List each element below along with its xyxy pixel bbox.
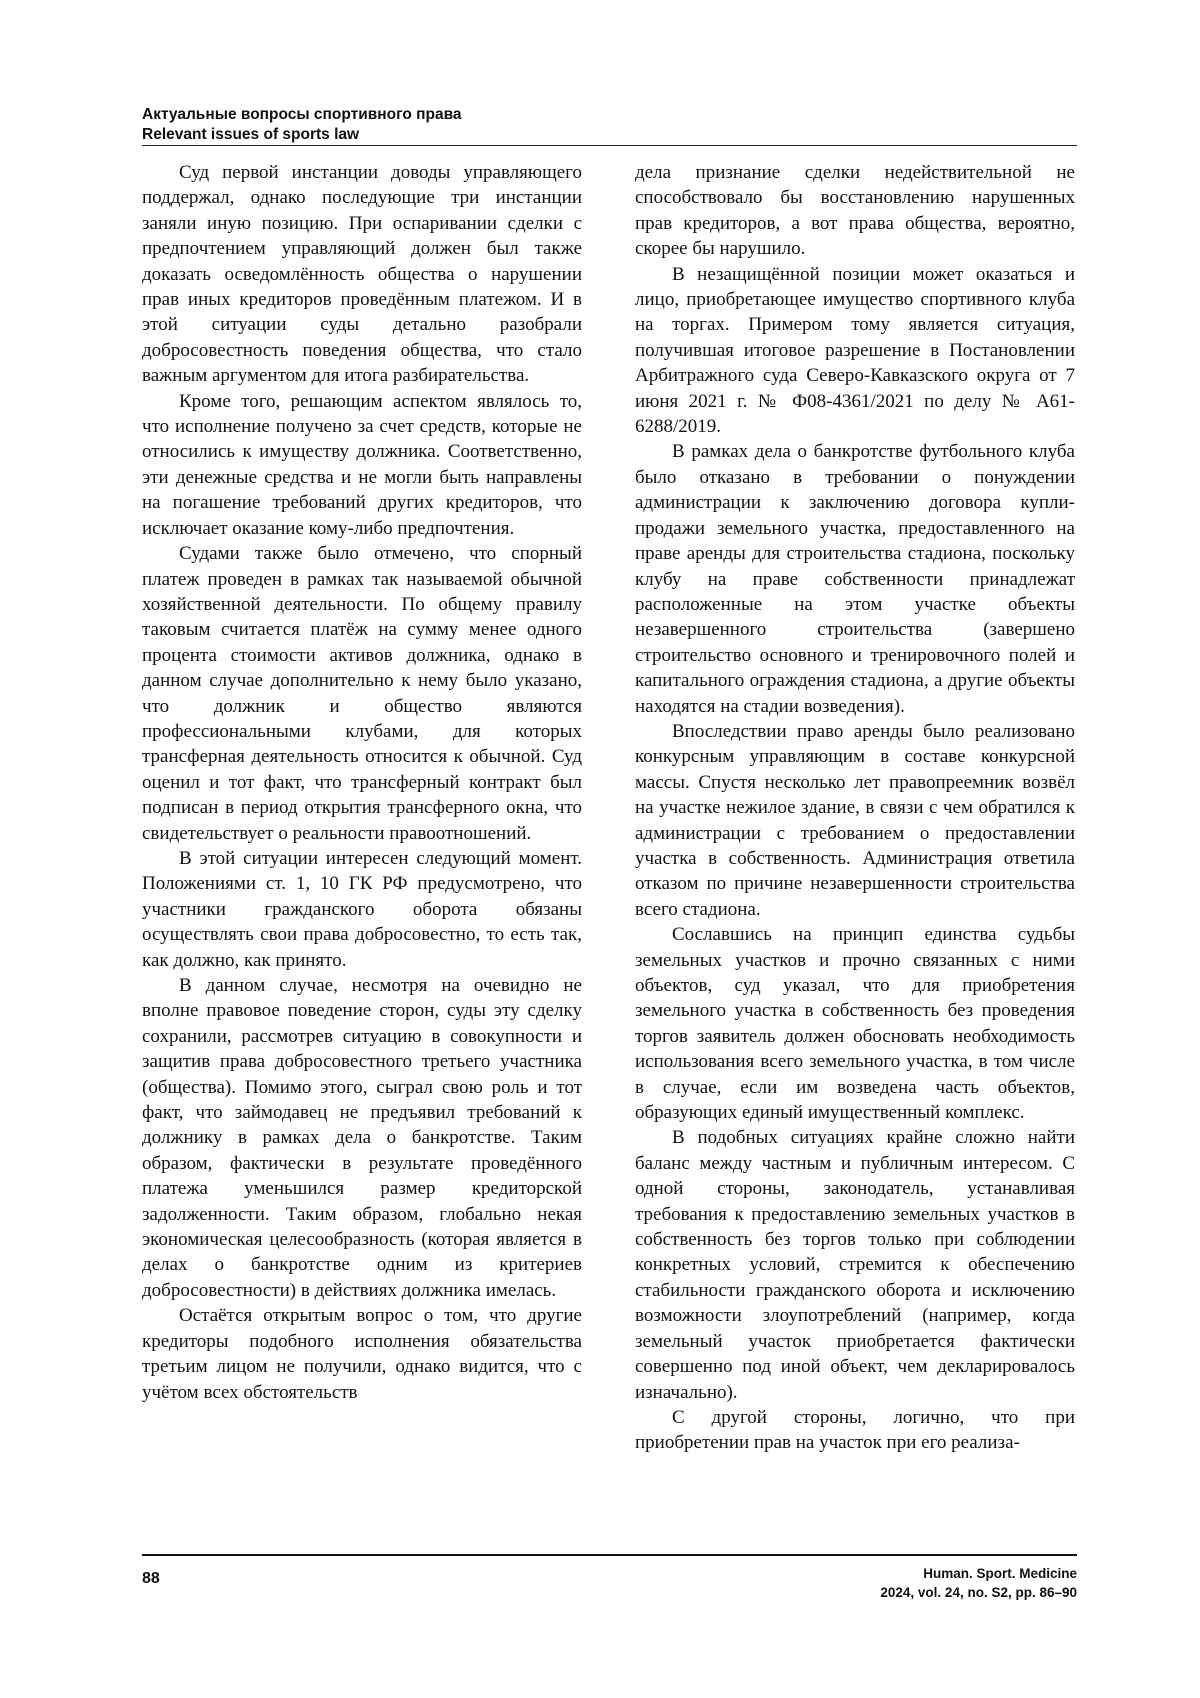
paragraph: В подобных ситуациях крайне сложно найти баланс между частным и публичным интересом. С одной стороны, законодатель, устанавливая требования к предоставлению земельных участков в собственность без торгов только при соблюдении конкретных условий, стремится к обеспечению стабильности гражданского оборота и исключению возможности злоупотреблений (например, когда земельный участок приобретается фактически совершенно под иной объект, чем декларировалось изначально). [635, 1127, 1075, 1403]
right-column [635, 160, 1075, 1456]
paragraph: Кроме того, решающим аспектом являлось то, что исполнение получено за счет средств, которые не относились к имуществу должника. Соответственно, эти денежные средства и не могли быть направлены на погашение требований других кредиторов, что исключает оказание кому-либо предпочтения. [142, 390, 582, 539]
footer-divider [142, 1554, 1077, 1556]
issue-citation: 2024, vol. 24, no. S2, pp. 86–90 [880, 1585, 1077, 1600]
paragraph: С другой стороны, логично, что при приобретении прав на участок при его реализа- [635, 1406, 1075, 1454]
paragraph: Суд первой инстанции доводы управляющего поддержал, однако последующие три инстанции заняли иную позицию. При оспаривании сделки с предпочтением управляющий должен был также доказать осведомлённость общества о нарушении прав иных кредиторов проведённым платежом. И в этой ситуации суды детально разобрали добросовестность поведения общества, что стало важным аргументом для итога разбирательства. [142, 162, 582, 387]
paragraph-continuation: дела признание сделки недействительной не способствовало бы восстановлению нарушенных прав кредиторов, а вот права общества, вероятно, скорее бы нарушило. [635, 162, 1075, 260]
left-column [142, 160, 582, 1405]
page-number: 88 [142, 1570, 160, 1587]
section-title-en: Relevant issues of sports law [142, 126, 360, 143]
paragraph: Судами также было отмечено, что спорный платеж проведен в рамках так называемой обычной хозяйственной деятельности. По общему правилу таковым считается платёж на сумму менее одного процента стоимости активов должника, однако в данном случае дополнительно к нему было указано, что должник и общество являются профессиональными клубами, для которых трансферная деятельность относится к обычной. Суд оценил и тот факт, что трансферный контракт был подписан в период открытия трансферного окна, что свидетельствует о реальности правоотношений. [142, 543, 582, 844]
paragraph: В рамках дела о банкротстве футбольного клуба было отказано в требовании о понуждении администрации к заключению договора купли-продажи земельного участка, предоставленного на праве аренды для строительства стадиона, поскольку клубу на праве собственности принадлежат расположенные на этом участке объекты незавершенного строительства (завершено строительство основного и тренировочного полей и капитального ограждения стадиона, а другие объекты находятся на стадии возведения). [635, 441, 1075, 717]
running-header [142, 105, 1077, 145]
paragraph: Впоследствии право аренды было реализовано конкурсным управляющим в составе конкурсной массы. Спустя несколько лет правопреемник возвёл на участке нежилое здание, в связи с чем обратился к администрации с требованием о предоставлении участка в собственность. Администрация ответила отказом по причине незавершенности строительства всего стадиона. [635, 720, 1075, 920]
paragraph: В данном случае, несмотря на очевидно не вполне правовое поведение сторон, суды эту сделку сохранили, рассмотрев ситуацию в совокупности и защитив права добросовестного третьего участника (общества). Помимо этого, сыграл свою роль и тот факт, что займодавец не предъявил требований к должнику в рамках дела о банкротстве. Таким образом, фактически в результате проведённого платежа уменьшился размер кредиторской задолженности. Таким образом, глобально некая экономическая целесообразность (которая является в делах о банкротстве одним из критериев добросовестности) в действиях должника имелась. [142, 975, 582, 1301]
paragraph: Сославшись на принцип единства судьбы земельных участков и прочно связанных с ними объектов, суд указал, что для приобретения земельного участка в собственность без проведения торгов заявитель должен обосновать необходимость использования всего земельного участка, в том числе в случае, если им возведена часть объектов, образующих единый имущественный комплекс. [635, 924, 1075, 1124]
header-divider [142, 145, 1077, 146]
paragraph: Остаётся открытым вопрос о том, что другие кредиторы подобного исполнения обязательства третьим лицом не получили, однако видится, что с учётом всех обстоятельств [142, 1305, 582, 1403]
journal-title: Human. Sport. Medicine [923, 1566, 1077, 1581]
journal-citation [880, 1564, 1077, 1602]
paragraph: В незащищённой позиции может оказаться и лицо, приобретающее имущество спортивного клуба на торгах. Примером тому является ситуация, получившая итоговое разрешение в Постановлении Арбитражного суда Северо-Кавказского округа от 7 июня 2021 г. № Ф08-4361/2021 по делу № А61-6288/2019. [635, 263, 1075, 438]
section-title-ru: Актуальные вопросы спортивного права [142, 106, 462, 123]
paragraph: В этой ситуации интересен следующий момент. Положениями ст. 1, 10 ГК РФ предусмотрено, что участники гражданского оборота обязаны осуществлять свои права добросовестно, то есть так, как должно, как принято. [142, 847, 582, 971]
